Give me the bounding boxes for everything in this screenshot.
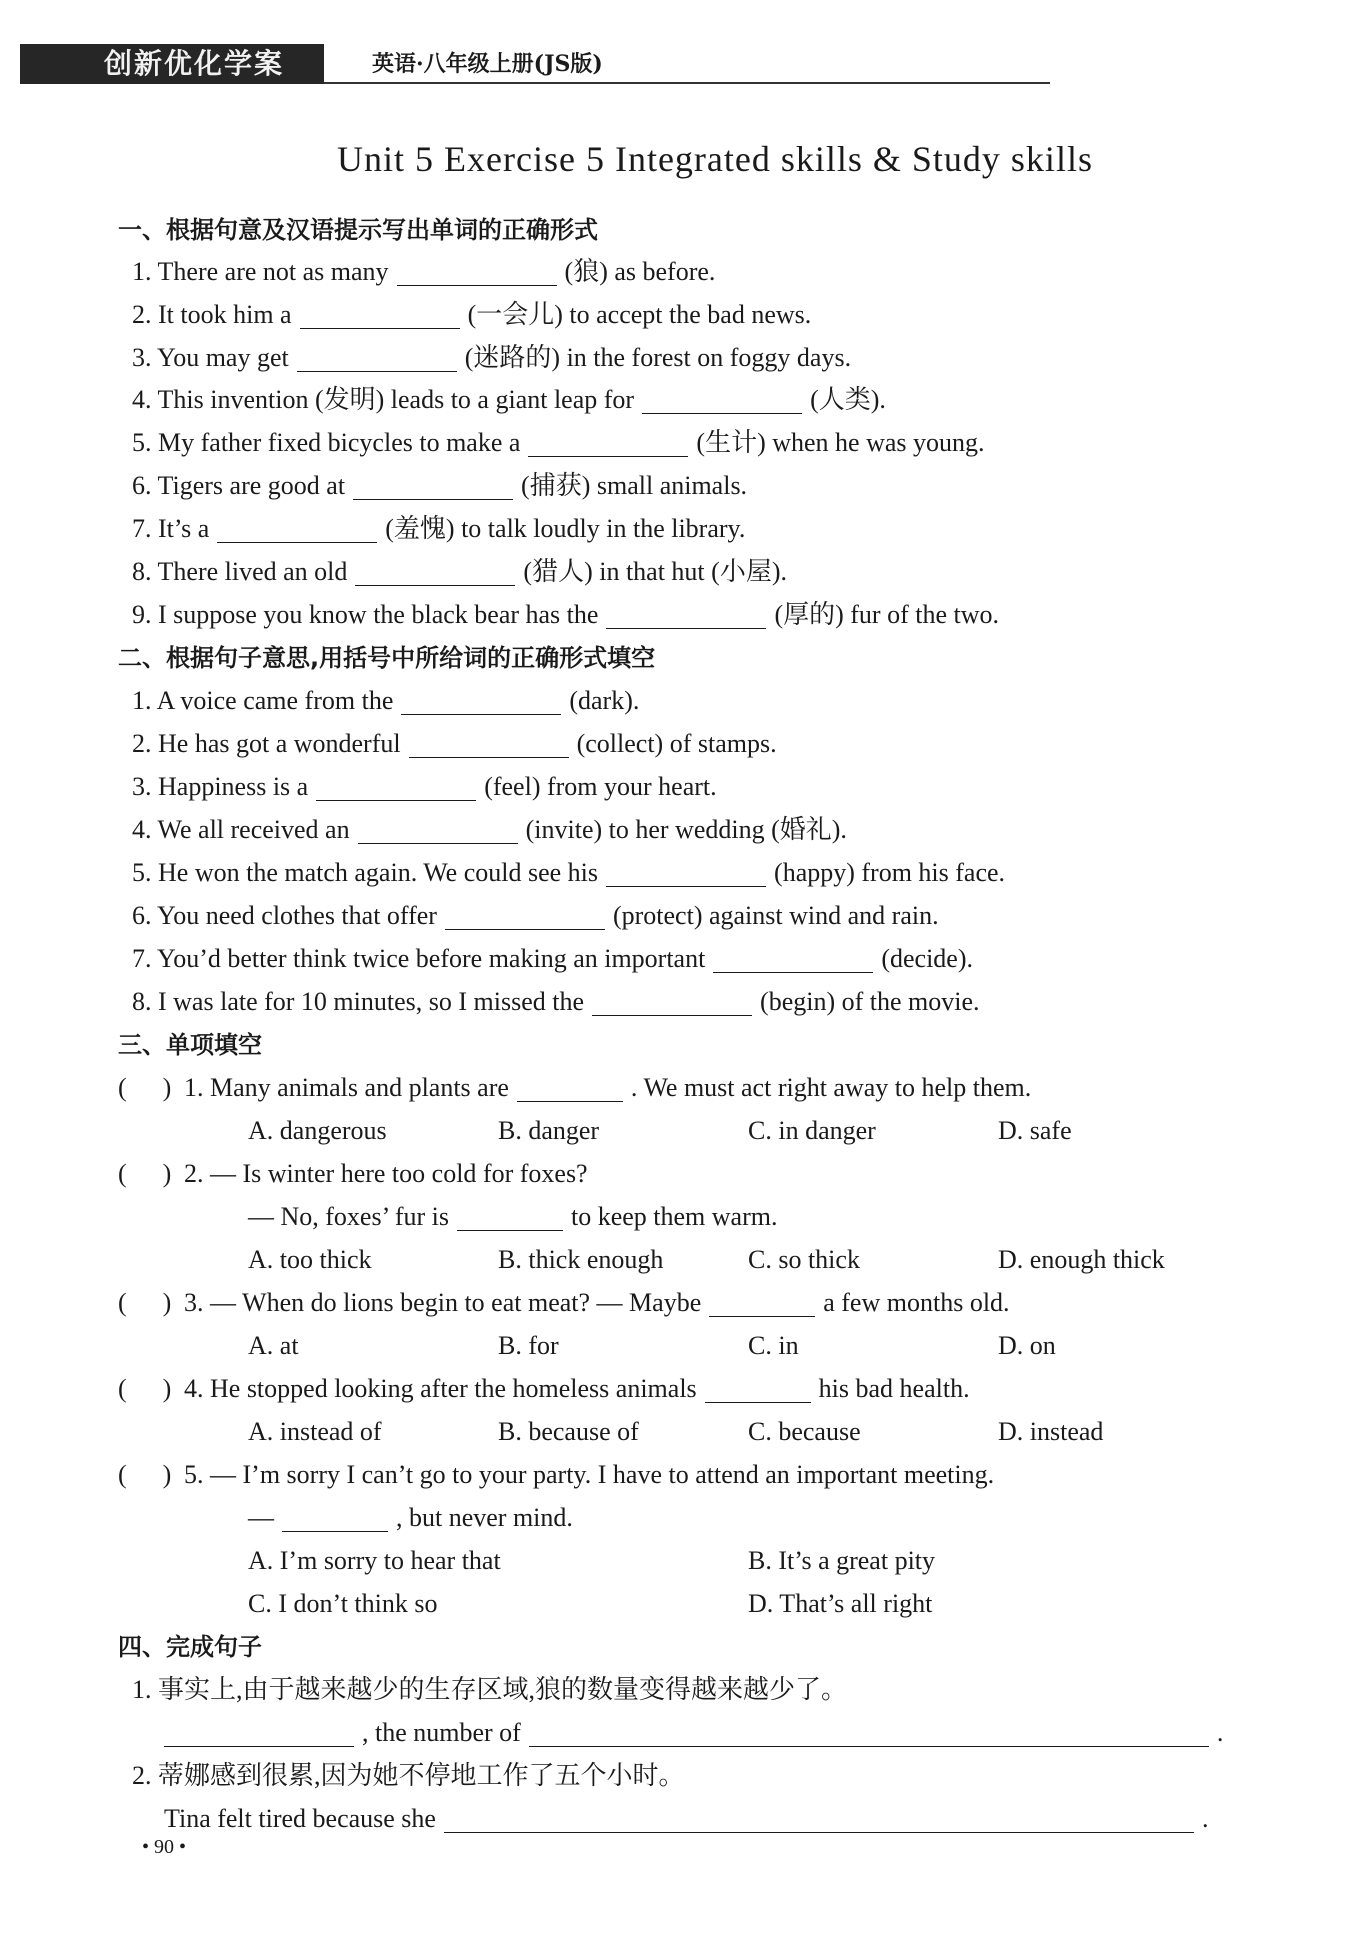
- answer-blank[interactable]: [353, 471, 513, 500]
- s4-item-1-answer-line: [164, 1715, 1223, 1751]
- mc-q2-reply-end: to keep them warm.: [570, 1202, 778, 1231]
- mc-q3-stem: 3. — When do lions begin to eat meat? — Maybe: [184, 1288, 702, 1317]
- answer-blank[interactable]: [409, 729, 569, 758]
- s1-item-2-hint: (一会儿) to accept the bad news.: [467, 300, 812, 329]
- bracket-open: (: [118, 1159, 127, 1188]
- s1-item-7-hint: (羞愧) to talk loudly in the library.: [385, 514, 746, 543]
- mc-q2-stem: 2. — Is winter here too cold for foxes?: [184, 1159, 588, 1188]
- mc-q5-reply-end: , but never mind.: [396, 1503, 573, 1532]
- s2-item-8-text: 8. I was late for 10 minutes, so I missed the: [132, 987, 585, 1016]
- answer-bracket[interactable]: [118, 1457, 178, 1493]
- bracket-open: (: [118, 1288, 127, 1317]
- s1-item-4: [132, 382, 886, 418]
- s1-item-3: [132, 340, 851, 376]
- answer-blank[interactable]: [164, 1718, 354, 1747]
- s1-item-9-hint: (厚的) fur of the two.: [774, 600, 1000, 629]
- mc-question-1: [118, 1070, 1031, 1106]
- bracket-close: ): [162, 1159, 172, 1188]
- s1-item-1-text: 1. There are not as many: [132, 257, 389, 286]
- answer-blank[interactable]: [401, 686, 561, 715]
- answer-blank[interactable]: [517, 1073, 623, 1102]
- s1-item-5-hint: (生计) when he was young.: [696, 428, 985, 457]
- s1-item-3-hint: (迷路的) in the forest on foggy days.: [464, 343, 852, 372]
- s1-item-1: [132, 254, 715, 290]
- s2-item-2: [132, 726, 777, 762]
- mc-q2-option-a[interactable]: A. too thick: [248, 1245, 372, 1274]
- s1-item-2-text: 2. It took him a: [132, 300, 292, 329]
- mc-q1-option-b[interactable]: B. danger: [498, 1116, 600, 1145]
- s2-item-1-text: 1. A voice came from the: [132, 686, 394, 715]
- answer-blank[interactable]: [217, 514, 377, 543]
- s2-item-6: [132, 898, 939, 934]
- mc-q3-option-d[interactable]: D. on: [998, 1331, 1056, 1360]
- s1-item-7: [132, 511, 745, 547]
- answer-blank[interactable]: [606, 600, 766, 629]
- s1-item-8-text: 8. There lived an old: [132, 557, 348, 586]
- s4-item-2-answer-line: [164, 1801, 1208, 1837]
- answer-blank[interactable]: [457, 1202, 563, 1231]
- mc-q1-stem-end: . We must act right away to help them.: [630, 1073, 1032, 1102]
- bracket-close: ): [162, 1460, 172, 1489]
- page-number: • 90 •: [142, 1836, 187, 1858]
- s2-item-7-text: 7. You’d better think twice before making an important: [132, 944, 706, 973]
- mc-question-2: [118, 1156, 588, 1192]
- s1-item-3-text: 3. You may get: [132, 343, 289, 372]
- s2-item-4-text: 4. We all received an: [132, 815, 350, 844]
- s1-item-5: [132, 425, 985, 461]
- mc-q1-option-d[interactable]: D. safe: [998, 1116, 1072, 1145]
- mc-q1-option-a[interactable]: A. dangerous: [248, 1116, 387, 1145]
- mc-q4-option-b[interactable]: B. because of: [498, 1417, 639, 1446]
- s1-item-6: [132, 468, 747, 504]
- book-title: 英语·八年级上册(JS版): [372, 51, 603, 77]
- mc-question-2-line2: [248, 1199, 777, 1235]
- header-rule: [324, 82, 1050, 84]
- s2-item-7-hint: (decide).: [881, 944, 973, 973]
- s2-item-6-hint: (protect) against wind and rain.: [612, 901, 939, 930]
- answer-blank[interactable]: [709, 1288, 815, 1317]
- answer-blank[interactable]: [642, 385, 802, 414]
- section4-heading: 四、完成句子: [118, 1633, 262, 1661]
- bracket-close: ): [162, 1374, 172, 1403]
- mc-q2-option-b[interactable]: B. thick enough: [498, 1245, 664, 1274]
- s4-item-1-period: .: [1216, 1718, 1224, 1747]
- s2-item-5-text: 5. He won the match again. We could see his: [132, 858, 599, 887]
- s2-item-1: [132, 683, 639, 719]
- mc-question-5: [118, 1457, 994, 1493]
- mc-q3-option-c[interactable]: C. in: [748, 1331, 799, 1360]
- mc-q1-stem: 1. Many animals and plants are: [184, 1073, 509, 1102]
- mc-question-4: [118, 1371, 970, 1407]
- s2-item-8-hint: (begin) of the movie.: [760, 987, 980, 1016]
- answer-bracket[interactable]: [118, 1156, 178, 1192]
- s1-item-5-text: 5. My father fixed bicycles to make a: [132, 428, 521, 457]
- s2-item-7: [132, 941, 973, 977]
- s2-item-3-text: 3. Happiness is a: [132, 772, 309, 801]
- answer-blank[interactable]: [300, 300, 460, 329]
- bracket-open: (: [118, 1073, 127, 1102]
- mc-q1-option-c[interactable]: C. in danger: [748, 1116, 876, 1145]
- s2-item-3: [132, 769, 717, 805]
- mc-q5-option-b[interactable]: B. It’s a great pity: [748, 1546, 936, 1575]
- page-title: Unit 5 Exercise 5 Integrated skills & Study skills: [337, 139, 1093, 179]
- mc-q3-stem-end: a few months old.: [823, 1288, 1010, 1317]
- section1-heading: 一、根据句意及汉语提示写出单词的正确形式: [118, 216, 598, 244]
- s4-item-1-mid-text: , the number of: [362, 1718, 521, 1747]
- s2-item-4-hint: (invite) to her wedding (婚礼).: [525, 815, 847, 844]
- answer-blank[interactable]: [397, 257, 557, 286]
- answer-blank[interactable]: [316, 772, 476, 801]
- mc-q2-option-c[interactable]: C. so thick: [748, 1245, 860, 1274]
- mc-q3-option-b[interactable]: B. for: [498, 1331, 559, 1360]
- s1-item-7-text: 7. It’s a: [132, 514, 210, 543]
- mc-q5-option-d[interactable]: D. That’s all right: [748, 1589, 933, 1618]
- bracket-close: ): [162, 1288, 172, 1317]
- mc-q3-option-a[interactable]: A. at: [248, 1331, 299, 1360]
- s1-item-9-text: 9. I suppose you know the black bear has the: [132, 600, 599, 629]
- bracket-close: ): [162, 1073, 172, 1102]
- s1-item-4-hint: (人类).: [810, 385, 886, 414]
- answer-bracket[interactable]: [118, 1070, 178, 1106]
- s1-item-6-hint: (捕获) small animals.: [521, 471, 748, 500]
- s1-item-2: [132, 297, 811, 333]
- mc-question-3: [118, 1285, 1010, 1321]
- mc-q5-option-a[interactable]: A. I’m sorry to hear that: [248, 1546, 501, 1575]
- s1-item-1-hint: (狼) as before.: [564, 257, 716, 286]
- s4-item-1-chinese: 1. 事实上,由于越来越少的生存区域,狼的数量变得越来越少了。: [132, 1675, 848, 1704]
- mc-q2-option-d[interactable]: D. enough thick: [998, 1245, 1165, 1274]
- bracket-open: (: [118, 1374, 127, 1403]
- s2-item-8: [132, 984, 980, 1020]
- mc-q4-stem-end: his bad health.: [818, 1374, 970, 1403]
- mc-q5-reply-dash: —: [248, 1503, 274, 1532]
- answer-blank[interactable]: [529, 1718, 1209, 1747]
- answer-blank[interactable]: [528, 428, 688, 457]
- s1-item-6-text: 6. Tigers are good at: [132, 471, 346, 500]
- s2-item-1-hint: (dark).: [569, 686, 640, 715]
- answer-blank[interactable]: [592, 987, 752, 1016]
- s2-item-2-text: 2. He has got a wonderful: [132, 729, 401, 758]
- s1-item-8: [132, 554, 787, 590]
- answer-blank[interactable]: [705, 1374, 811, 1403]
- mc-q4-stem: 4. He stopped looking after the homeless animals: [184, 1374, 697, 1403]
- s2-item-4: [132, 812, 847, 848]
- mc-q4-option-c[interactable]: C. because: [748, 1417, 861, 1446]
- s4-item-2-lead-text: Tina felt tired because she: [164, 1804, 436, 1833]
- mc-q2-reply: — No, foxes’ fur is: [248, 1202, 449, 1231]
- s4-item-2-period: .: [1201, 1804, 1209, 1833]
- mc-q5-option-c[interactable]: C. I don’t think so: [248, 1589, 438, 1618]
- s1-item-4-text: 4. This invention (发明) leads to a giant leap for: [132, 385, 635, 414]
- s2-item-5: [132, 855, 1005, 891]
- s1-item-8-hint: (猎人) in that hut (小屋).: [523, 557, 787, 586]
- s2-item-2-hint: (collect) of stamps.: [576, 729, 777, 758]
- mc-q4-option-a[interactable]: A. instead of: [248, 1417, 382, 1446]
- bracket-open: (: [118, 1460, 127, 1489]
- answer-blank[interactable]: [282, 1503, 388, 1532]
- mc-q4-option-d[interactable]: D. instead: [998, 1417, 1104, 1446]
- mc-q5-stem: 5. — I’m sorry I can’t go to your party. I have to attend an important meeting.: [184, 1460, 995, 1489]
- answer-blank[interactable]: [358, 815, 518, 844]
- answer-blank[interactable]: [444, 1804, 1194, 1833]
- s1-item-9: [132, 597, 999, 633]
- section2-heading: 二、根据句子意思,用括号中所给词的正确形式填空: [118, 644, 656, 672]
- series-banner: [20, 44, 324, 84]
- section3-heading: 三、单项填空: [118, 1031, 262, 1059]
- s2-item-3-hint: (feel) from your heart.: [484, 772, 717, 801]
- answer-bracket[interactable]: [118, 1371, 178, 1407]
- s4-item-2-chinese: 2. 蒂娜感到很累,因为她不停地工作了五个小时。: [132, 1761, 685, 1790]
- answer-blank[interactable]: [355, 557, 515, 586]
- s2-item-5-hint: (happy) from his face.: [774, 858, 1006, 887]
- answer-blank[interactable]: [445, 901, 605, 930]
- series-title: 创新优化学案: [104, 47, 285, 80]
- s2-item-6-text: 6. You need clothes that offer: [132, 901, 437, 930]
- answer-blank[interactable]: [713, 944, 873, 973]
- answer-blank[interactable]: [297, 343, 457, 372]
- answer-bracket[interactable]: [118, 1285, 178, 1321]
- answer-blank[interactable]: [606, 858, 766, 887]
- mc-question-5-line2: [248, 1500, 573, 1536]
